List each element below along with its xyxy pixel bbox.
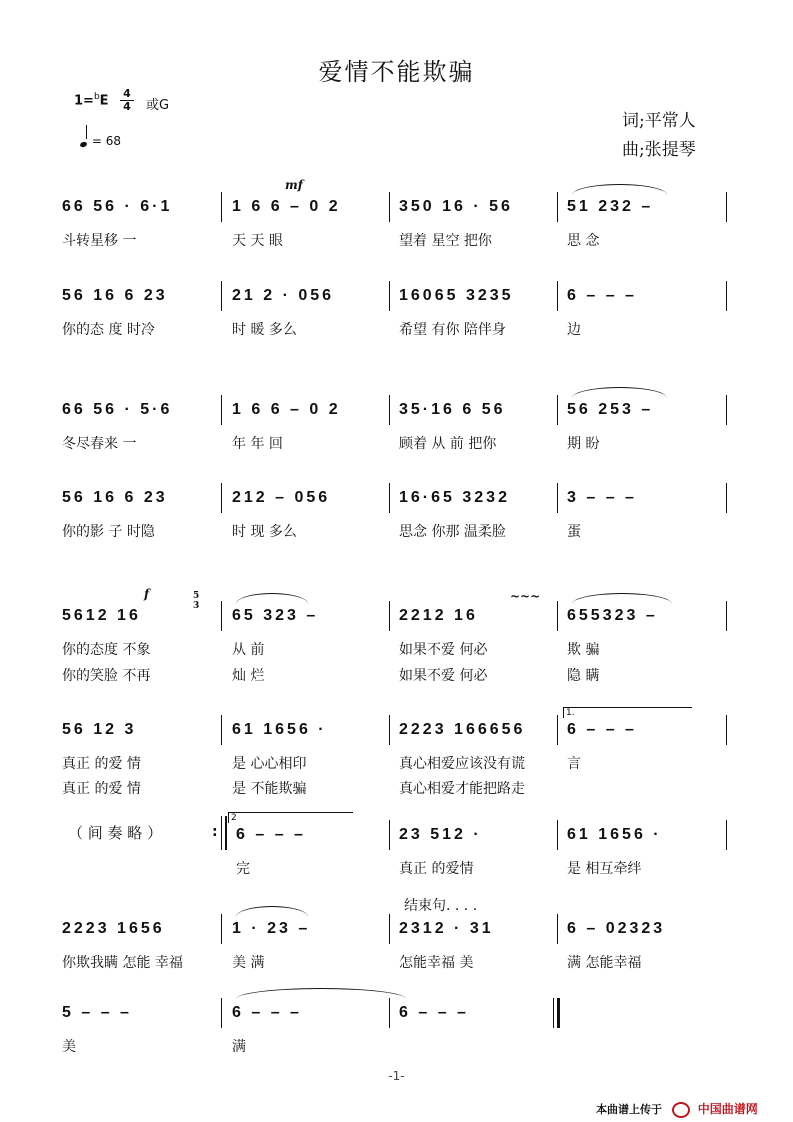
barline [557,395,558,425]
measure-lyric: 望着 星空 把你 [399,233,492,249]
time-bottom: 4 [120,100,134,113]
slur [236,593,308,604]
footer-text: 本曲谱上传于 [596,1103,662,1116]
grace-five: 5 [193,591,200,601]
measure-notes: 2223 166656 [399,721,526,738]
page-number: -1- [388,1069,405,1083]
measure-notes: 21 2 · 056 [232,287,335,304]
barline [221,483,222,513]
barline [389,820,390,850]
measure-notes: 66 56 · 6·1 [62,198,173,215]
barline [726,820,727,850]
measure-notes: 35·16 6 56 [399,401,506,418]
slur [236,906,308,917]
key-signature [74,92,109,108]
measure-lyric: 边 [567,322,581,338]
measure-notes: 5 – – – [62,1004,132,1021]
measure-lyric: 顾着 从 前 把你 [399,436,497,452]
measure-lyric-2: 是 不能欺骗 [232,781,307,797]
site-footer [596,1100,758,1118]
barline [389,715,390,745]
tempo-marking [80,131,121,148]
measure-notes: 16·65 3232 [399,489,510,506]
tie [236,988,406,999]
composer-credit: 曲;张提琴 [622,140,696,160]
measure-lyric-2: 真心相爱才能把路走 [399,781,525,797]
barline [726,483,727,513]
measure-notes: 1 · 23 – [232,920,311,937]
measure-lyric: 年 年 回 [232,436,283,452]
measure-notes: 6 – – – [567,287,637,304]
measure-notes: 6 – – – [236,826,306,843]
flat-sign: b [93,92,100,102]
lyricist-credit: 词;平常人 [622,111,696,131]
measure-notes: 6 – – – [232,1004,302,1021]
barline [389,483,390,513]
measure-notes: 51 232 – [567,198,654,215]
barline [557,281,558,311]
measure-notes: 6 – 02323 [567,920,666,937]
site-brand[interactable]: 中国曲谱网 [697,1102,758,1116]
measure-notes: 2223 1656 [62,920,165,937]
barline [389,192,390,222]
time-top: 4 [123,87,131,100]
measure-notes: 6 – – – [567,721,637,738]
tempo-value: = 68 [91,134,121,148]
barline [557,192,558,222]
measure-notes: 2212 16 [399,607,478,624]
barline [389,281,390,311]
measure-lyric-2: 真正 的爱 情 [62,781,141,797]
final-barline-thin [553,998,554,1028]
alternate-key: 或G [146,98,170,113]
barline [221,914,222,944]
measure-notes: 350 16 · 56 [399,198,513,215]
key-note: E [99,93,109,109]
measure-lyric: 你的影 子 时隐 [62,524,155,540]
measure-lyric: 天 天 眼 [232,233,283,249]
measure-lyric: 蛋 [567,524,581,540]
key-prefix: 1= [74,93,94,109]
measure-notes: 3 – – – [567,489,637,506]
note-stem-icon [86,125,87,139]
slur [572,387,667,398]
grace-three: 3 [193,601,200,611]
measure-lyric: 是 相互牵绊 [567,861,642,877]
measure-lyric: 满 [232,1039,246,1055]
measure-lyric-2: 你的笑脸 不再 [62,668,151,684]
barline [221,192,222,222]
measure-lyric: 你的态 度 时冷 [62,322,155,338]
measure-lyric: 时 现 多么 [232,524,297,540]
repeat-dots: : [212,824,218,840]
song-title: 爱情不能欺骗 [318,58,475,86]
final-barline-thick [557,998,560,1028]
measure-lyric: 希望 有你 陪伴身 [399,322,506,338]
measure-notes: 65 323 – [232,607,319,624]
measure-notes: 2312 · 31 [399,920,494,937]
measure-lyric-2: 如果不爱 何必 [399,668,488,684]
barline [726,281,727,311]
barline [389,601,390,631]
slur [572,593,672,604]
volta-2: 2 [228,812,353,823]
barline [389,914,390,944]
time-signature [120,88,134,113]
measure-lyric: 真正 的爱情 [399,861,474,877]
dynamic-mf: mf [285,178,303,192]
measure-lyric: 你的态度 不象 [62,642,151,658]
dynamic-f: f [144,587,150,601]
barline [221,998,222,1028]
measure-lyric: 期 盼 [567,436,600,452]
barline [389,395,390,425]
measure-lyric: 斗转星移 一 [62,233,137,249]
barline [221,601,222,631]
tremolo-mark: ~~~ [510,589,541,603]
barline [726,715,727,745]
barline [557,820,558,850]
measure-notes: 5612 16 [62,607,141,624]
barline [557,483,558,513]
measure-notes: 56 16 6 23 [62,287,168,304]
measure-lyric-2: 隐 瞒 [567,668,600,684]
measure-lyric: 真正 的爱 情 [62,756,141,772]
measure-notes: 655323 – [567,607,658,624]
measure-notes: 56 12 3 [62,721,137,738]
measure-lyric: 美 [62,1039,76,1055]
quarter-note-icon [79,141,87,148]
repeat-barline [221,816,222,850]
measure-lyric: 思念 你那 温柔脸 [399,524,506,540]
measure-notes: 23 512 · [399,826,482,843]
measure-notes: 212 – 056 [232,489,331,506]
measure-lyric: 思 念 [567,233,600,249]
measure-lyric: 真心相爱应该没有谎 [399,756,525,772]
measure-lyric-2: 灿 烂 [232,668,265,684]
measure-lyric: 是 心心相印 [232,756,307,772]
measure-lyric: 怎能幸福 美 [399,955,474,971]
measure-lyric: 言 [567,756,581,772]
site-logo-icon [672,1102,690,1118]
measure-lyric: 时 暖 多么 [232,322,297,338]
barline [389,998,390,1028]
barline [726,601,727,631]
barline [726,395,727,425]
measure-notes: 61 1656 · [232,721,327,738]
measure-lyric: 完 [236,861,250,877]
interlude-note: （ 间 奏 略 ） [68,824,163,842]
measure-notes: 6 – – – [399,1004,469,1021]
barline [221,395,222,425]
measure-notes: 56 253 – [567,401,654,418]
measure-notes: 56 16 6 23 [62,489,168,506]
measure-lyric: 如果不爱 何必 [399,642,488,658]
measure-notes: 16065 3235 [399,287,514,304]
barline [557,601,558,631]
measure-lyric: 美 满 [232,955,265,971]
measure-notes: 1 6 6 – 0 2 [232,198,341,215]
measure-lyric: 冬尽春来 一 [62,436,137,452]
measure-lyric: 满 怎能幸福 [567,955,642,971]
barline [557,914,558,944]
repeat-barline-thick [225,816,227,850]
slur [572,184,667,195]
measure-notes: 1 6 6 – 0 2 [232,401,341,418]
ending-label: 结束句. . . . [404,898,478,914]
barline [221,281,222,311]
barline [221,715,222,745]
barline [726,192,727,222]
measure-lyric: 欺 骗 [567,642,600,658]
measure-lyric: 从 前 [232,642,265,658]
measure-lyric: 你欺我瞒 怎能 幸福 [62,955,183,971]
measure-notes: 61 1656 · [567,826,662,843]
volta-1: 1. [563,707,692,718]
measure-notes: 66 56 · 5·6 [62,401,173,418]
barline [557,715,558,745]
